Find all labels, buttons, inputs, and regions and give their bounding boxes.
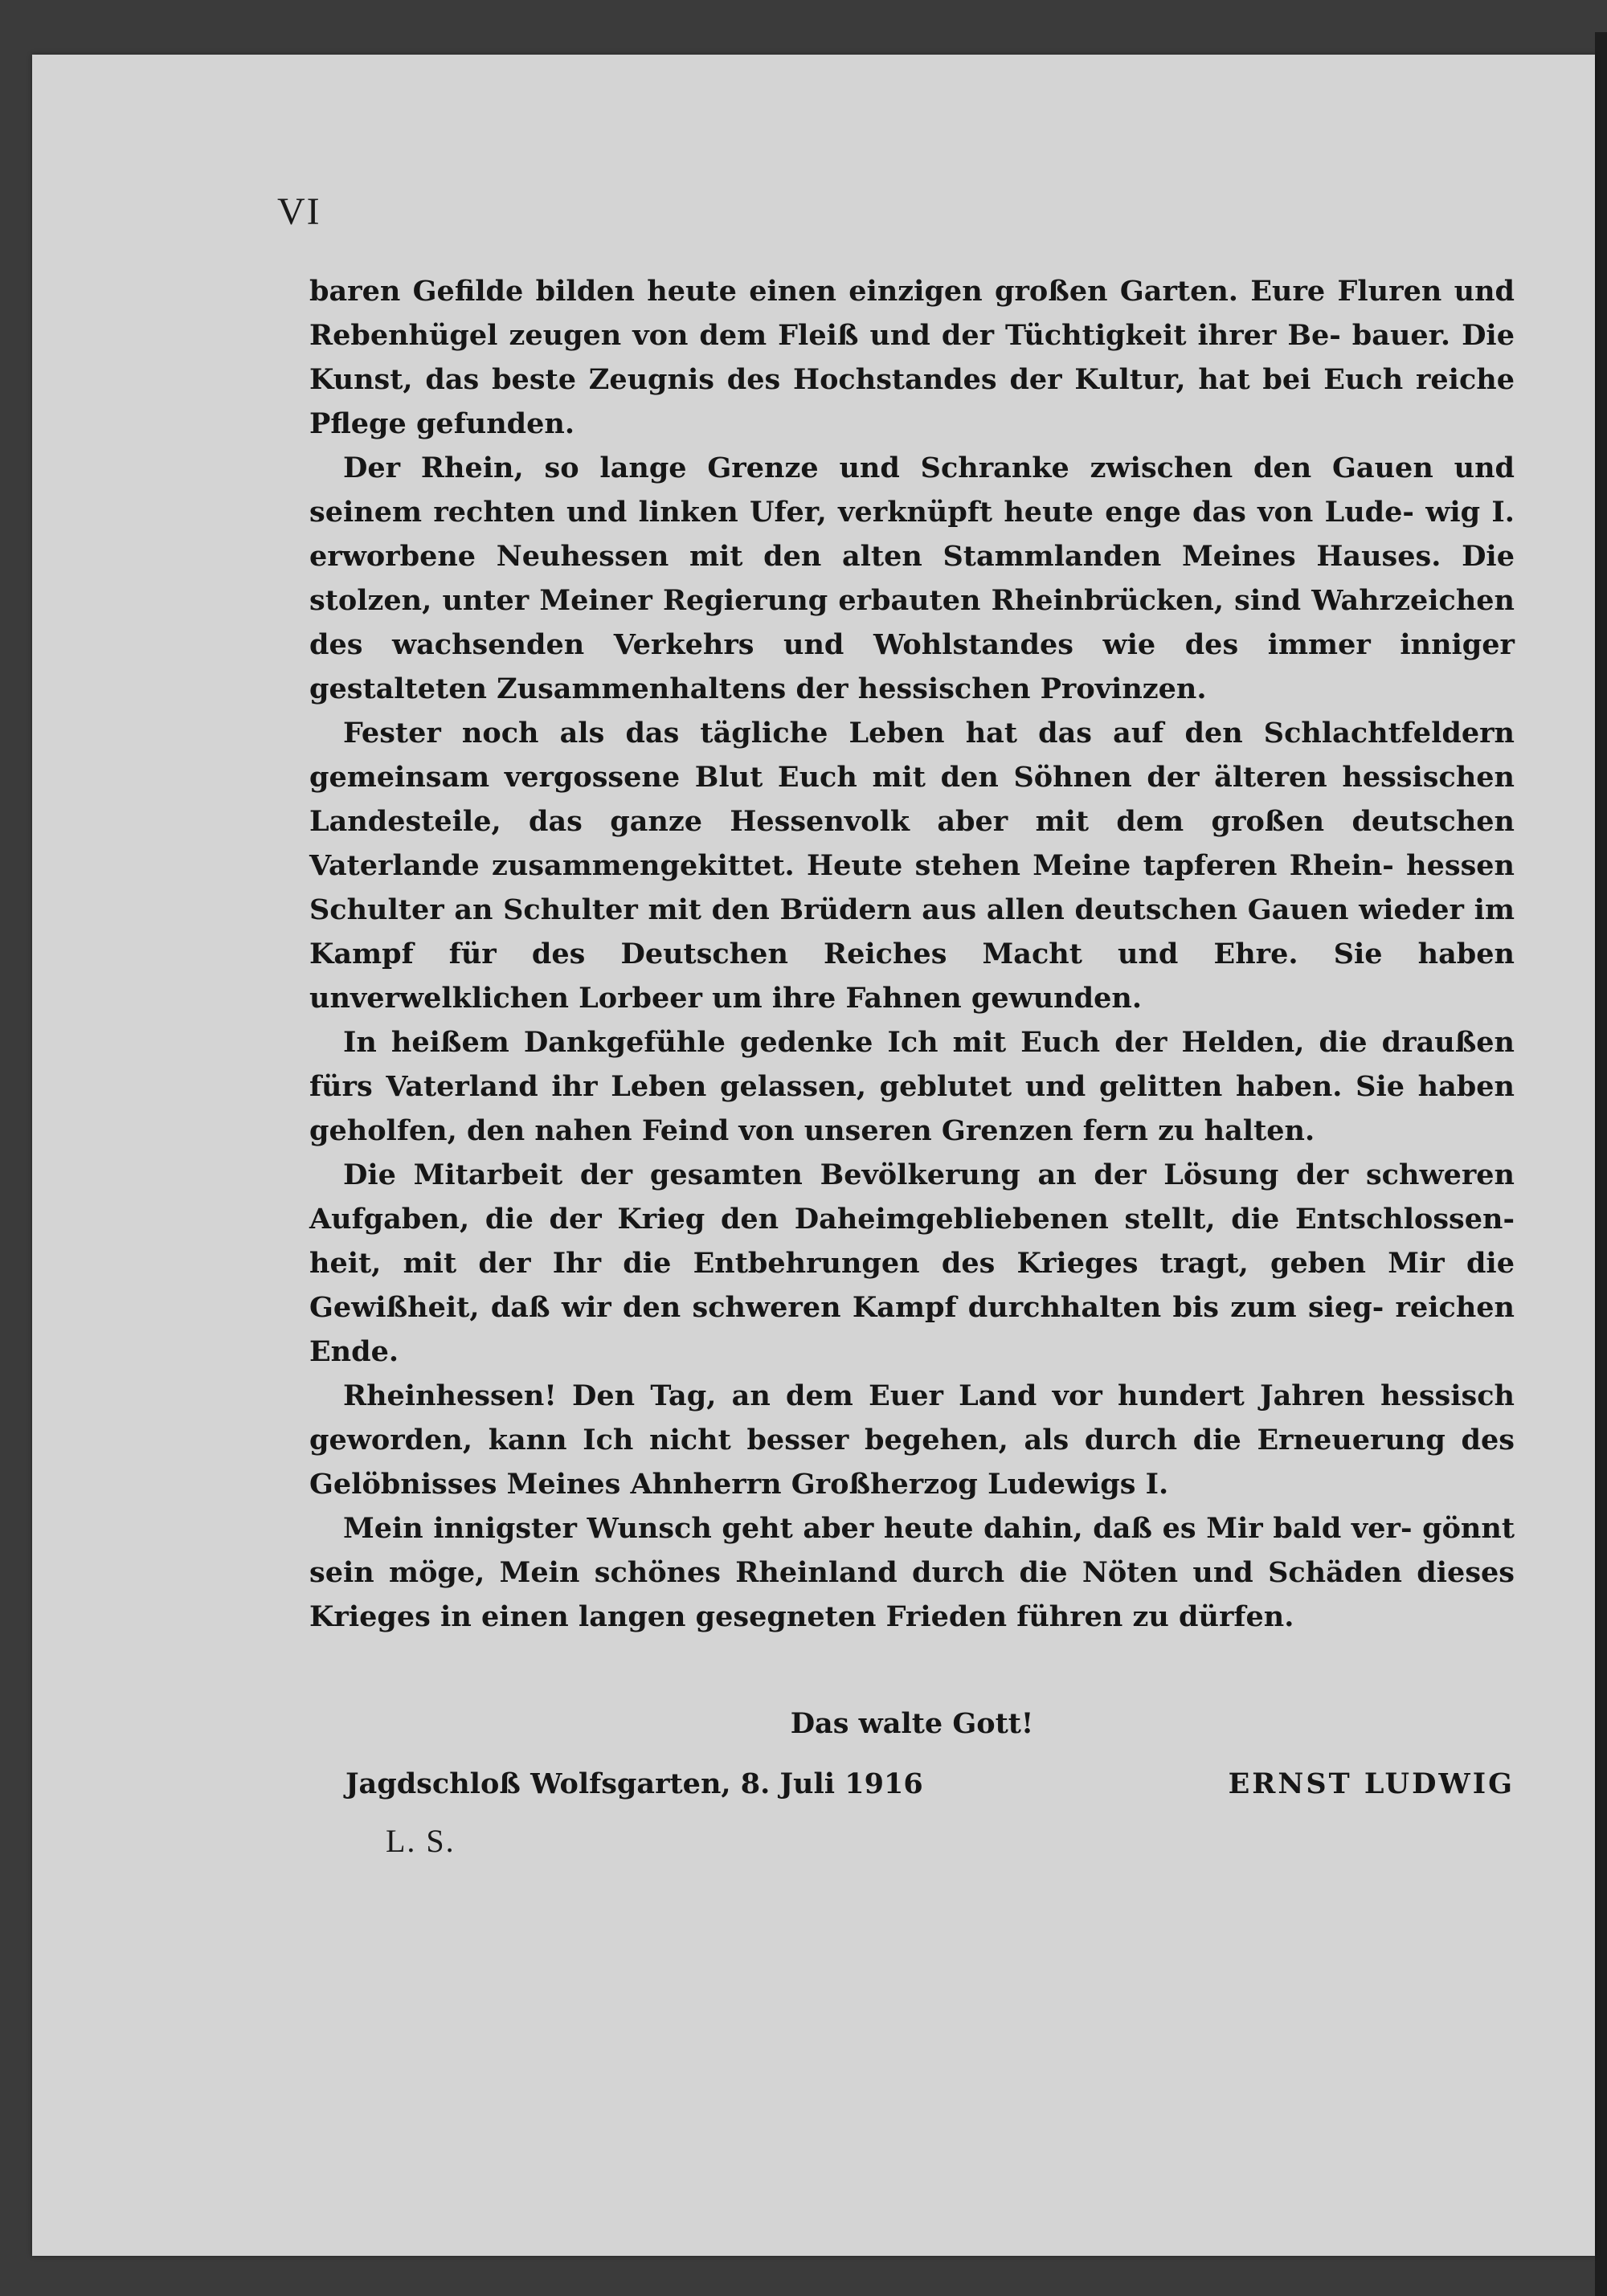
book-edge <box>1595 32 1607 2296</box>
seal-mark: L. S. <box>386 1823 456 1859</box>
page-number: VI <box>277 190 321 233</box>
place-date: Jagdschloß Wolfsgarten, 8. Juli 1916 <box>346 1767 923 1800</box>
paragraph-3: Fester noch als das tägliche Leben hat das auf den Schlachtfeldern gemeinsam vergossene Blut Euch mit den Söhnen der älteren hessischen Landesteile, das ganze Hessenvolk aber mit dem großen deutschen Vaterlande zusammengekittet. Heute stehen Meine tapferen Rhein- hessen Schulter an Schulter mit den Brüdern aus allen deutschen Gauen wieder im Kampf für des Deutschen Reiches Macht und Ehre. Sie haben unverwelklichen Lorbeer um ihre Fahnen gewunden. <box>309 717 1515 1015</box>
paragraph-1: baren Gefilde bilden heute einen einzigen großen Garten. Eure Fluren und Rebenhügel zeugen von dem Fleiß und der Tüchtigkeit ihrer Be- bauer. Die Kunst, das beste Zeugnis des Hochstandes der Kultur, hat bei Euch reiche Pflege gefunden. <box>309 275 1515 440</box>
paragraph-7: Mein innigster Wunsch geht aber heute dahin, daß es Mir bald ver- gönnt sein möge, Mein schönes Rheinland durch die Nöten und Schäden dieses Krieges in einen langen gesegneten Frieden führen zu dürfen. <box>309 1512 1515 1633</box>
closing-line: Das walte Gott! <box>790 1707 1034 1740</box>
paragraph-5: Die Mitarbeit der gesamten Bevölkerung an der Lösung der schweren Aufgaben, die der Krieg den Daheimgebliebenen stellt, die Entschlossen- heit, mit der Ihr die Entbehrungen des Krieges tragt, geben Mir die Gewißheit, daß wir den schweren Kampf durchhalten bis zum sieg- reichen Ende. <box>309 1158 1515 1368</box>
paragraph-4: In heißem Dankgefühle gedenke Ich mit Euch der Helden, die draußen fürs Vaterland ihr Leben gelassen, geblutet und gelitten haben. Sie haben geholfen, den nahen Feind von unseren Grenzen fern zu halten. <box>309 1026 1515 1147</box>
signature: ERNST LUDWIG <box>1228 1767 1515 1800</box>
paragraph-6: Rheinhessen! Den Tag, an dem Euer Land vor hundert Jahren hessisch geworden, kann Ich nicht besser begehen, als durch die Erneuerung des Gelöbnisses Meines Ahnherrn Großherzog Ludewigs I. <box>309 1379 1515 1501</box>
paragraph-2: Der Rhein, so lange Grenze und Schranke zwischen den Gauen und seinem rechten und linken Ufer, verknüpft heute enge das von Lude- wig I. erworbene Neuhessen mit den alten Stammlanden Meines Hauses. Die stolzen, unter Meiner Regierung erbauten Rheinbrücken, sind Wahrzeichen des wachsenden Verkehrs und Wohlstandes wie des immer inniger gestalteten Zusammenhaltens der hessischen Provinzen. <box>309 451 1515 705</box>
body-text <box>309 269 1515 1639</box>
